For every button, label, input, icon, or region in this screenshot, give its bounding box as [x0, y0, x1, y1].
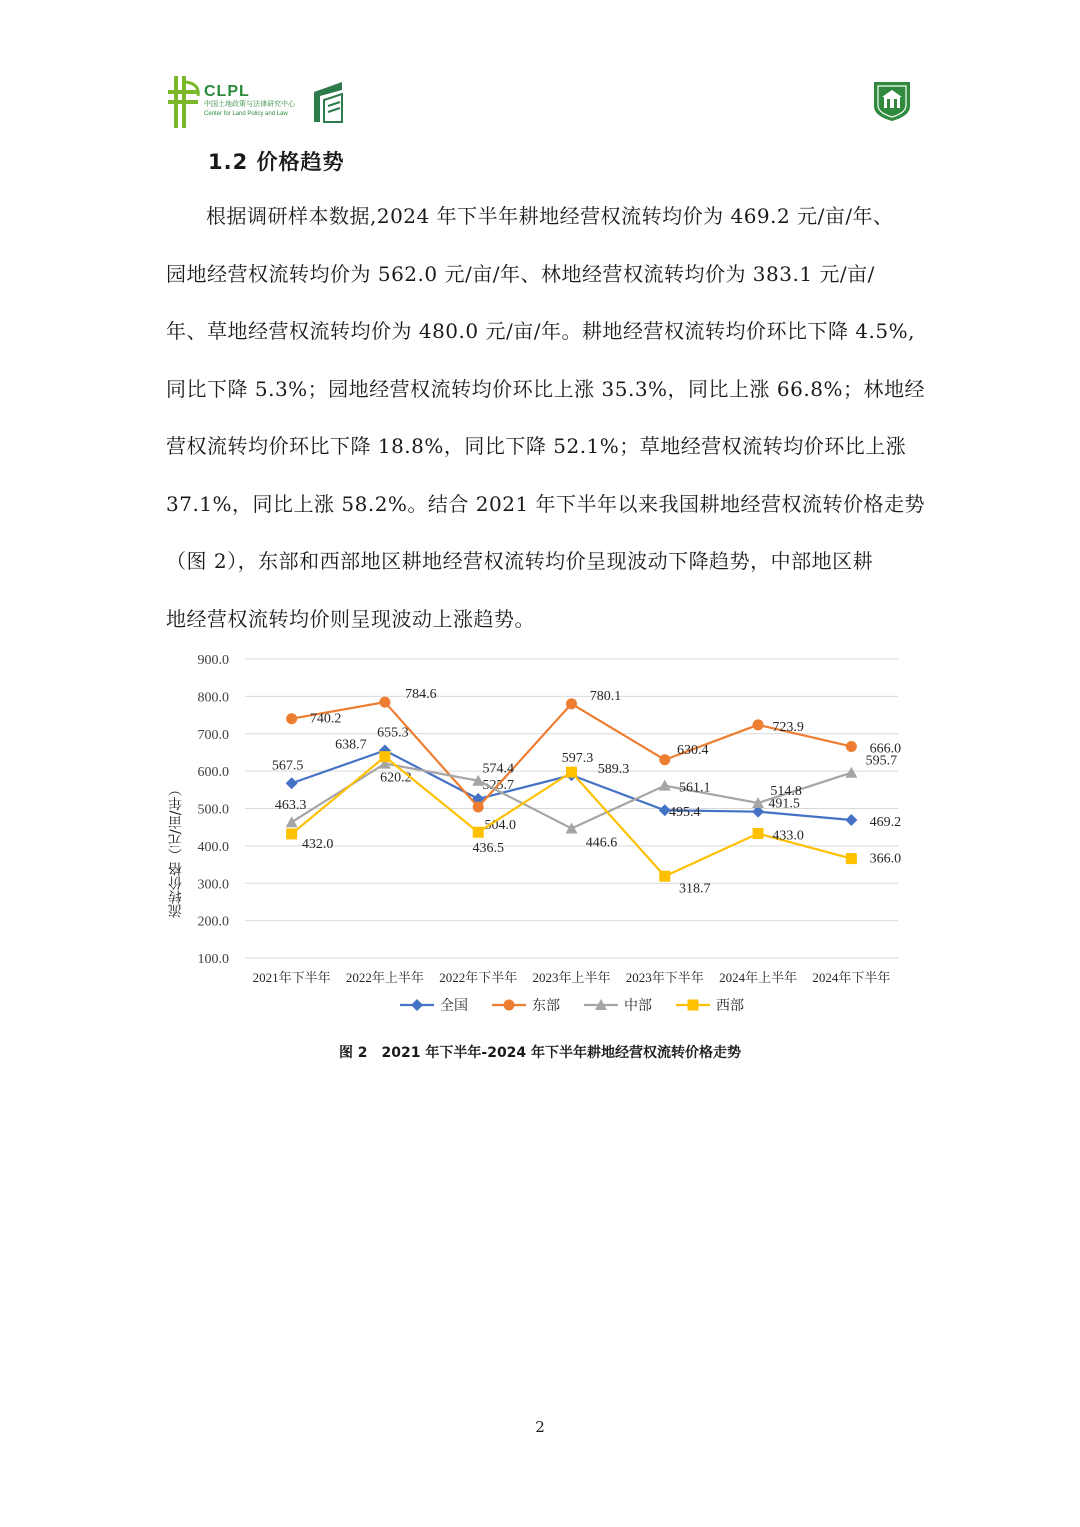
- clpl-title: CLPL: [204, 83, 250, 100]
- data-label: 589.3: [597, 762, 630, 778]
- paragraph-line: 同比下降 5.3%；园地经营权流转均价环比上涨 35.3%，同比上涨 66.8%；林地经: [166, 376, 925, 401]
- y-tick-label: 900.0: [197, 653, 229, 668]
- paragraph-line: 营权流转均价环比下降 18.8%，同比下降 52.1%；草地经营权流转均价环比上涨: [166, 434, 907, 458]
- legend-label: 东部: [532, 998, 560, 1014]
- clpl-cn-name: 中国土地政策与法律研究中心: [204, 101, 295, 108]
- data-label: 574.4: [482, 761, 514, 777]
- marker-triangle: [286, 816, 298, 827]
- university-emblem-icon: [872, 78, 912, 122]
- data-label: 433.0: [772, 828, 804, 844]
- y-tick-label: 400.0: [197, 839, 229, 855]
- figure-caption: 图 2 2021 年下半年-2024 年下半年耕地经营权流转价格走势: [338, 1045, 742, 1061]
- marker-circle: [566, 698, 577, 709]
- data-label: 436.5: [472, 841, 504, 857]
- clpl-logo: [168, 74, 348, 130]
- page-number: 2: [535, 1418, 545, 1436]
- paragraph-line: 37.1%，同比上涨 58.2%。结合 2021 年下半年以来我国耕地经营权流转价格走势: [166, 491, 926, 516]
- body-paragraph: [166, 188, 926, 648]
- paragraph-line: 根据调研样本数据,2024 年下半年耕地经营权流转均价为 469.2 元/亩/年、: [206, 204, 894, 228]
- marker-circle: [753, 719, 764, 730]
- y-tick-label: 300.0: [197, 877, 229, 893]
- paragraph-line: 地经营权流转均价则呈现波动上涨趋势。: [166, 606, 535, 631]
- x-tick-label: 2023年下半年: [625, 970, 704, 985]
- marker-square: [846, 853, 857, 864]
- y-tick-label: 700.0: [197, 727, 229, 743]
- clpl-en-name: Center for Land Policy and Law: [204, 111, 288, 117]
- x-tick-label: 2022年下半年: [439, 970, 518, 985]
- marker-circle: [504, 1000, 515, 1011]
- marker-square: [473, 827, 484, 838]
- paragraph-line: （图 2），东部和西部地区耕地经营权流转均价呈现波动下降趋势，中部地区耕: [166, 549, 874, 573]
- marker-diamond: [411, 999, 423, 1011]
- y-tick-label: 100.0: [197, 952, 229, 967]
- marker-square: [379, 751, 390, 762]
- marker-circle: [846, 741, 857, 752]
- chart-svg: [160, 640, 920, 1030]
- chart-y-axis-label: 流转价格（元/亩/年）: [168, 782, 184, 918]
- y-tick-label: 200.0: [197, 914, 229, 930]
- data-label: 491.5: [768, 796, 800, 812]
- data-label: 630.4: [677, 742, 709, 758]
- paragraph-line: 园地经营权流转均价为 562.0 元/亩/年、林地经营权流转均价为 383.1 元/亩/: [166, 261, 875, 286]
- marker-diamond: [845, 814, 857, 826]
- clpl-emblem-icon: [168, 74, 204, 130]
- y-tick-label: 800.0: [197, 690, 229, 706]
- data-label: 740.2: [309, 711, 342, 727]
- price-trend-chart: [160, 640, 920, 1030]
- marker-circle: [659, 754, 670, 765]
- y-tick-label: 500.0: [197, 802, 229, 818]
- marker-diamond: [286, 777, 298, 789]
- data-label: 567.5: [271, 758, 304, 774]
- data-label: 638.7: [335, 737, 367, 753]
- data-label: 514.8: [770, 783, 802, 799]
- legend-label: 西部: [716, 998, 744, 1014]
- data-label: 366.0: [869, 851, 902, 867]
- marker-square: [753, 828, 764, 839]
- data-label: 780.1: [589, 688, 622, 704]
- data-label: 595.7: [865, 753, 898, 769]
- data-label: 561.1: [679, 780, 711, 796]
- marker-square: [286, 828, 297, 839]
- center-building-icon: [312, 80, 346, 124]
- data-label: 469.2: [869, 815, 902, 831]
- data-label: 495.4: [669, 805, 701, 821]
- section-title: 1.2 价格趋势: [208, 150, 345, 174]
- data-label: 655.3: [377, 725, 409, 741]
- data-label: 446.6: [585, 835, 618, 851]
- marker-square: [566, 767, 577, 778]
- marker-circle: [473, 802, 484, 813]
- data-label: 597.3: [561, 751, 594, 767]
- legend-label: 全国: [440, 998, 468, 1014]
- x-tick-label: 2024年上半年: [719, 970, 798, 985]
- page-header: [0, 0, 1080, 140]
- paragraph-line: 年、草地经营权流转均价为 480.0 元/亩/年。耕地经营权流转均价环比下降 4.5%,: [166, 319, 915, 343]
- data-label: 784.6: [405, 687, 437, 703]
- data-label: 432.0: [301, 836, 334, 852]
- x-tick-label: 2024年下半年: [812, 970, 891, 985]
- data-label: 504.0: [484, 818, 516, 834]
- data-label: 620.2: [380, 770, 412, 786]
- marker-square: [688, 1000, 699, 1011]
- y-tick-label: 600.0: [197, 765, 229, 781]
- marker-triangle: [566, 822, 578, 833]
- data-label: 463.3: [274, 798, 307, 814]
- data-label: 318.7: [679, 881, 711, 897]
- data-label: 525.7: [482, 777, 514, 793]
- marker-triangle: [659, 780, 671, 791]
- marker-circle: [379, 697, 390, 708]
- marker-square: [659, 871, 670, 882]
- x-tick-label: 2023年上半年: [532, 970, 611, 985]
- data-label: 723.9: [772, 719, 804, 735]
- marker-triangle: [845, 767, 857, 778]
- data-label: 666.0: [869, 741, 902, 757]
- x-tick-label: 2022年上半年: [345, 970, 424, 985]
- legend-label: 中部: [624, 998, 652, 1014]
- x-tick-label: 2021年下半年: [252, 970, 331, 985]
- marker-circle: [286, 713, 297, 724]
- clpl-text: [204, 84, 295, 118]
